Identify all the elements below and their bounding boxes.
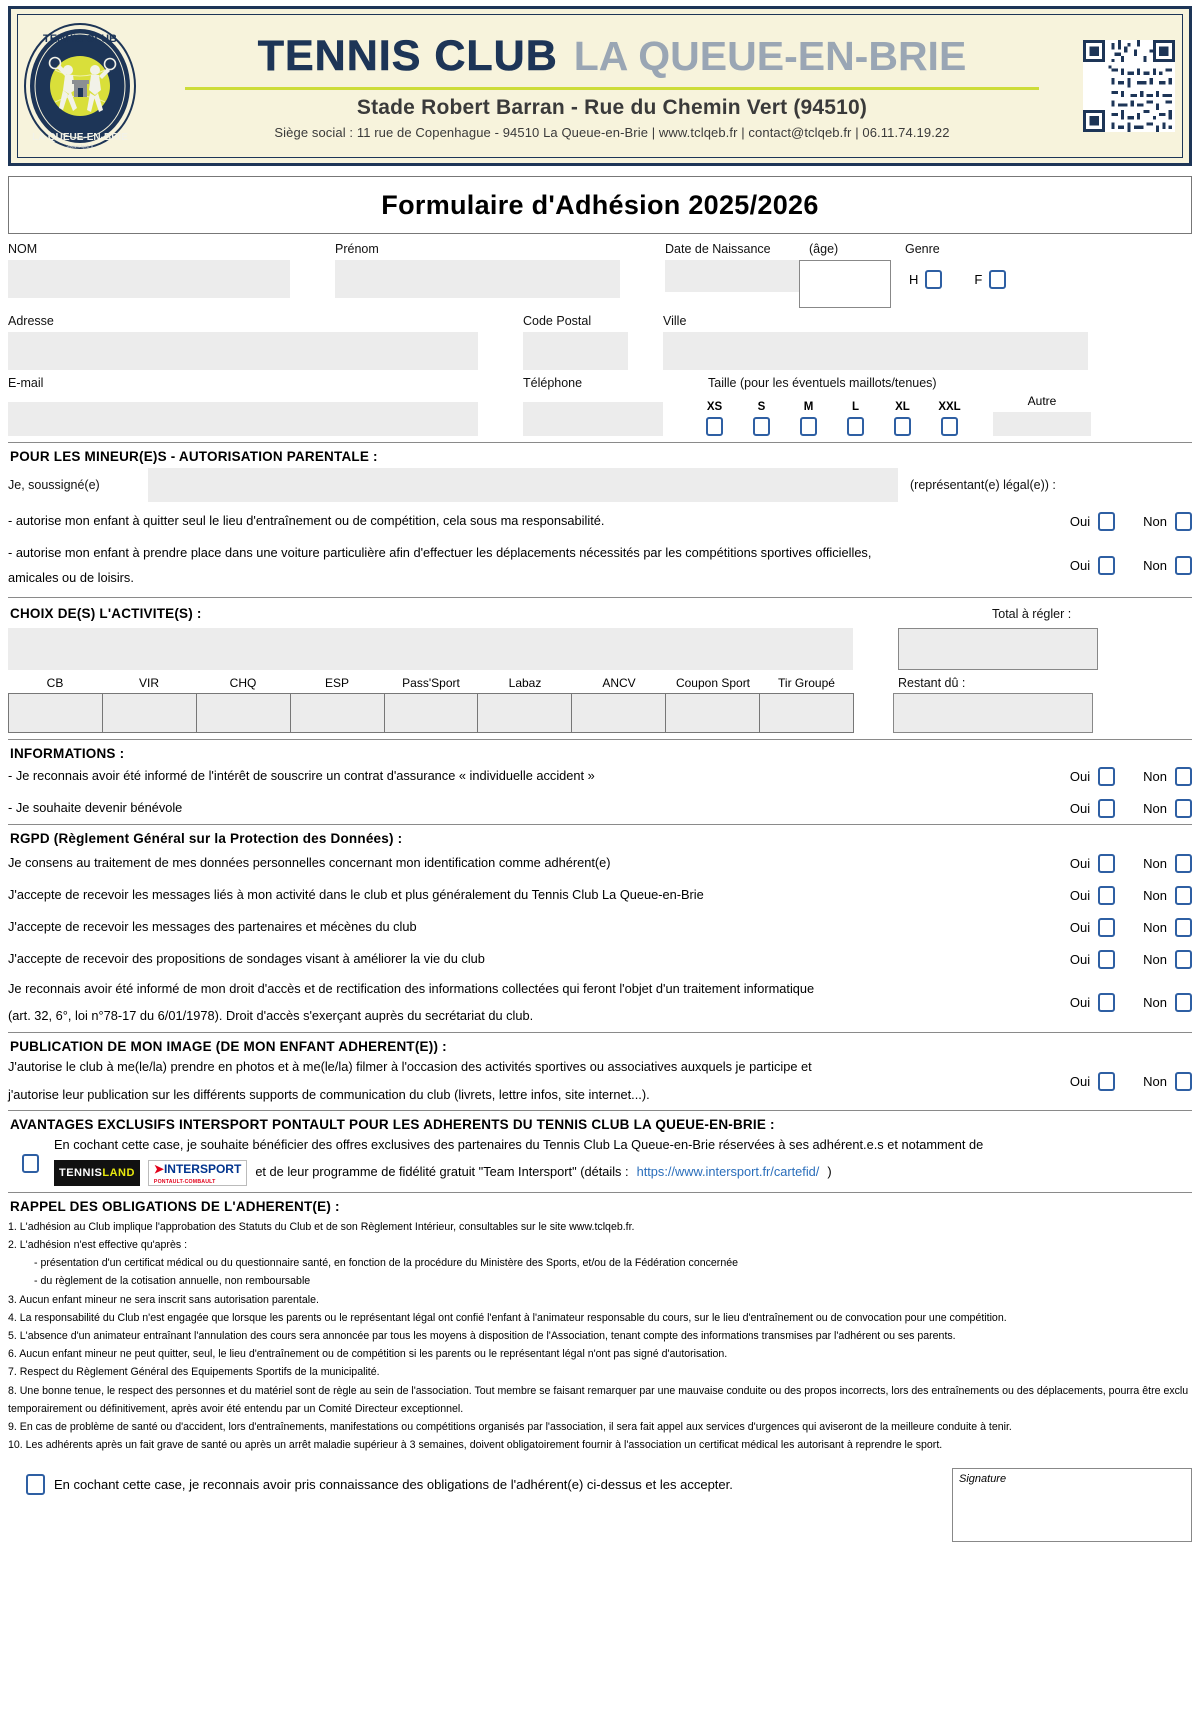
payment-method-labels (8, 676, 853, 690)
informations-item-1-yes[interactable] (1070, 767, 1115, 786)
gender-option-h[interactable] (909, 270, 942, 289)
rgpd-item-5-no[interactable] (1143, 993, 1192, 1012)
rgpd-item-1-no[interactable] (1143, 854, 1192, 873)
intersport-line1: En cochant cette case, je souhaite bénéficier des offres exclusives des partenaires du Tennis Club La Queue-en-Brie réservées à ses adhérent.e.s et notamment de (54, 1137, 984, 1153)
rgpd-item-row-1 (8, 854, 1192, 873)
oui-label: Oui (1069, 1073, 1091, 1089)
gender-group (891, 260, 1006, 289)
divider-after-intersport (8, 1192, 1192, 1193)
image-publication-line1: J'autorise le club à me(le/la) prendre en photos et à me(le/la) filmer à l'occasion des activités sportives ou associatives auxquels je participe et (8, 1059, 812, 1074)
size-option-l[interactable] (832, 401, 879, 436)
rgpd-item-4-yes[interactable] (1070, 950, 1115, 969)
oui-label: Oui (1069, 887, 1091, 903)
identity-labels-row-2 (8, 314, 1192, 328)
minors-item-row-2 (8, 541, 1192, 591)
payment-input-ancv[interactable] (571, 693, 666, 733)
image-publication-no[interactable] (1143, 1072, 1192, 1091)
birthdate-label: Date de Naissance (665, 242, 771, 256)
page-title: Formulaire d'Adhésion 2025/2026 (381, 189, 819, 220)
code-postal-label: Code Postal (523, 314, 592, 328)
divider-after-identity (8, 442, 1192, 443)
nom-input[interactable] (8, 260, 290, 298)
oui-label: Oui (1069, 558, 1091, 574)
informations-item-1-choices (1070, 767, 1192, 786)
minors-item-2-yes[interactable] (1070, 556, 1115, 575)
non-label: Non (1143, 919, 1167, 935)
club-name-main: TENNIS CLUB (257, 32, 558, 80)
identity-labels-row-1 (8, 242, 1192, 256)
size-option-xs[interactable] (691, 401, 738, 436)
oui-label: Oui (1069, 768, 1091, 784)
non-label: Non (1143, 514, 1167, 529)
code-postal-input[interactable] (523, 332, 628, 370)
email-label: E-mail (8, 376, 44, 390)
rgpd-item-1-no-checkbox[interactable] (1175, 854, 1192, 873)
club-name-city: LA QUEUE-EN-BRIE (573, 33, 967, 79)
genre-label: Genre (905, 242, 940, 256)
rgpd-item-1-yes[interactable] (1070, 854, 1115, 873)
rgpd-item-text-2: J'accepte de recevoir les messages liés à mon activité dans le club et plus généralement du Tennis Club La Queue-en-Brie (8, 887, 704, 903)
rgpd-item-3-yes[interactable] (1070, 918, 1115, 937)
size-checkbox-s[interactable] (753, 417, 770, 436)
club-header-banner (8, 6, 1192, 166)
payment-input-tir-groupe[interactable] (759, 693, 854, 733)
club-title-line (145, 32, 1079, 81)
size-other-group (993, 394, 1091, 436)
size-checkbox-xs[interactable] (706, 417, 723, 436)
intersport-section (8, 1117, 1192, 1186)
rgpd-item-text-1: Je consens au traitement de mes données personnelles concernant mon identification comme adhérent(e) (8, 855, 611, 871)
informations-item-1-yes-checkbox[interactable] (1098, 767, 1115, 786)
rgpd-item-1-choices (1070, 854, 1192, 873)
restant-label: Restant dû : (898, 675, 966, 690)
size-label-l: L (851, 401, 860, 413)
payment-header-row (8, 676, 1192, 690)
size-label-xxl: XXL (938, 401, 961, 413)
size-label-xl: XL (895, 401, 910, 413)
payment-input-cb[interactable] (8, 693, 103, 733)
minors-item-1-yes[interactable] (1070, 512, 1115, 531)
rgpd-item-text-3: J'accepte de recevoir les messages des partenaires et mécènes du club (8, 919, 417, 935)
size-label-s: S (757, 401, 766, 413)
size-option-m[interactable] (785, 401, 832, 436)
rgpd-item-5-yes-checkbox[interactable] (1098, 993, 1115, 1012)
divider-after-minors (8, 597, 1192, 598)
rgpd-item-2-yes-checkbox[interactable] (1098, 886, 1115, 905)
informations-item-1-no-checkbox[interactable] (1175, 767, 1192, 786)
rgpd-item-2-no-checkbox[interactable] (1175, 886, 1192, 905)
size-label-m: M (803, 401, 814, 413)
rgpd-item-text-5-block (8, 980, 908, 1026)
tennisland-logo-part1: TENNIS (59, 1166, 103, 1179)
banner-text-block (141, 32, 1083, 140)
telephone-input[interactable] (523, 402, 663, 436)
image-publication-choices (1070, 1072, 1192, 1091)
total-label: Total à régler : (992, 607, 1072, 622)
payment-label-ancv: ANCV (602, 675, 636, 690)
intersport-checkbox-wrap (8, 1136, 54, 1173)
image-publication-yes-checkbox[interactable] (1098, 1072, 1115, 1091)
prenom-label: Prénom (335, 242, 379, 256)
rgpd-item-row-4 (8, 950, 1192, 969)
oui-label: Oui (1069, 800, 1091, 816)
divider-after-image-publication (8, 1110, 1192, 1111)
signature-label: Signature (959, 1473, 1007, 1486)
intersport-heading: AVANTAGES EXCLUSIFS INTERSPORT PONTAULT POUR LES ADHERENTS DU TENNIS CLUB LA QUEUE-EN-BRIE : (10, 1117, 775, 1133)
intersport-logo (148, 1160, 247, 1186)
activities-heading-row (8, 604, 1192, 625)
minors-item-2-no-checkbox[interactable] (1175, 556, 1192, 575)
identity-labels-row-3 (8, 376, 1192, 390)
size-autre-label: Autre (1027, 394, 1057, 408)
activities-section (8, 604, 1192, 733)
payment-label-esp: ESP (324, 675, 349, 690)
informations-section (8, 746, 1192, 818)
obligations-list (8, 1218, 1192, 1455)
image-publication-line2: j'autorise leur publication sur les différents supports de communication du club (livrets, lettre infos, site internet...). (8, 1086, 650, 1102)
obligation-item: 6. Aucun enfant mineur ne peut quitter, seul, le lieu d'entraînement ou de compétition si les parents ou le représentant légal n'ont pas signé d'autorisation. (8, 1348, 728, 1361)
informations-item-2-yes-checkbox[interactable] (1098, 799, 1115, 818)
payment-input-passsport[interactable] (384, 693, 479, 733)
restant-input[interactable] (893, 693, 1093, 733)
minors-item-row-1 (8, 512, 1192, 531)
tennis-club-emblem-icon (21, 20, 139, 152)
size-label-xs: XS (706, 401, 723, 413)
signature-box[interactable] (952, 1468, 1192, 1542)
birthdate-input[interactable] (665, 260, 799, 292)
oui-label: Oui (1069, 855, 1091, 871)
payment-label-chq: CHQ (229, 675, 257, 690)
rgpd-item-4-no[interactable] (1143, 950, 1192, 969)
age-input[interactable] (799, 260, 891, 308)
minors-item-2-no[interactable] (1143, 556, 1192, 575)
informations-item-2-no-checkbox[interactable] (1175, 799, 1192, 818)
rgpd-item-5-yes[interactable] (1070, 993, 1115, 1012)
obligation-item: - du règlement de la cotisation annuelle, non remboursable (34, 1275, 311, 1288)
club-address-sub: Siège social : 11 rue de Copenhague - 94510 La Queue-en-Brie | www.tclqeb.fr | contact@tclqeb.fr | 06.11.74.19.22 (274, 125, 950, 140)
intersport-logo-sub: PONTAULT-COMBAULT (153, 1178, 216, 1185)
image-publication-row (8, 1058, 1192, 1104)
logo-website-label: www.tclqeb.fr (66, 144, 94, 149)
rgpd-item-row-5 (8, 980, 1192, 1026)
rgpd-item-3-choices (1070, 918, 1192, 937)
total-input[interactable] (898, 628, 1098, 670)
rgpd-heading: RGPD (Règlement Général sur la Protection des Données) : (10, 830, 403, 846)
email-input[interactable] (8, 402, 478, 436)
size-checkbox-m[interactable] (800, 417, 817, 436)
intersport-logo-arrow-icon: ➤ (153, 1161, 164, 1176)
non-label: Non (1143, 1073, 1167, 1089)
size-option-xxl[interactable] (926, 401, 973, 436)
size-checkbox-xl[interactable] (894, 417, 911, 436)
intersport-body-row (8, 1136, 1192, 1186)
gender-h-label: H (909, 272, 919, 287)
soussigne-row (8, 468, 1192, 502)
oui-label: Oui (1069, 514, 1091, 529)
obligation-item: 3. Aucun enfant mineur ne sera inscrit sans autorisation parentale. (8, 1293, 319, 1306)
image-publication-text-block (8, 1058, 908, 1104)
non-label: Non (1143, 558, 1167, 574)
informations-item-2-no[interactable] (1143, 799, 1192, 818)
size-option-s[interactable] (738, 401, 785, 436)
payment-input-esp[interactable] (290, 693, 385, 733)
soussigne-label: Je, soussigné(e) (8, 478, 100, 492)
nom-label: NOM (8, 242, 38, 256)
payment-label-cb: CB (46, 675, 64, 690)
activities-heading: CHOIX DE(S) L'ACTIVITE(S) : (10, 605, 202, 621)
size-autre-input[interactable] (993, 412, 1091, 436)
image-publication-no-checkbox[interactable] (1175, 1072, 1192, 1091)
payment-label-coupon-sport: Coupon Sport (675, 675, 751, 690)
minors-item-text-2: - autorise mon enfant à prendre place dans une voiture particulière afin d'effectuer les déplacements nécessités par les compétitions sportives officielles, amicales ou de loisirs. (8, 545, 872, 585)
size-checkbox-l[interactable] (847, 417, 864, 436)
gender-option-f[interactable] (974, 270, 1006, 289)
telephone-label: Téléphone (523, 376, 583, 390)
informations-item-text-2: - Je souhaite devenir bénévole (8, 800, 183, 816)
intersport-optin-checkbox[interactable] (22, 1154, 39, 1173)
payment-amount-inputs (8, 693, 853, 733)
obligation-item: 8. Une bonne tenue, le respect des personnes et du matériel sont de règle au sein de l'association. Tout membre se faisant remarquer par une mauvaise conduite ou des propos incorrects, lors des entraînements ou des déplacements, pourra être exclu temporairement ou définitivement, après avoir été entendu par un Comité Directeur exceptionnel. (8, 1384, 1189, 1415)
rgpd-item-row-3 (8, 918, 1192, 937)
club-logo (19, 16, 141, 156)
minors-section (8, 449, 1192, 591)
divider-after-activities (8, 739, 1192, 740)
non-label: Non (1143, 951, 1167, 967)
oui-label: Oui (1069, 995, 1091, 1011)
oui-label: Oui (1069, 951, 1091, 967)
acknowledge-checkbox[interactable] (26, 1474, 45, 1495)
club-address-main: Stade Robert Barran - Rue du Chemin Vert (94510) (356, 96, 868, 119)
age-label: (âge) (809, 242, 839, 256)
payment-input-labaz[interactable] (477, 693, 572, 733)
rgpd-item-2-choices (1070, 886, 1192, 905)
informations-item-1-no[interactable] (1143, 767, 1192, 786)
obligation-item: 5. L'absence d'un animateur entraînant l'annulation des cours sera annoncée par tous les moyens à disposition de l'Association, tenant compte des informations transmises par l'adhérent ou ses parents. (8, 1329, 956, 1342)
ville-label: Ville (663, 314, 687, 328)
prenom-input[interactable] (335, 260, 620, 298)
logo-top-label: TENNIS CLUB (43, 33, 117, 45)
payment-label-tir-groupe: Tir Groupé (778, 675, 835, 690)
intersport-text-block (54, 1136, 1192, 1186)
identity-fields-row-2 (8, 332, 1192, 370)
rgpd-item-3-no-checkbox[interactable] (1175, 918, 1192, 937)
obligations-section (8, 1199, 1192, 1455)
acknowledge-text: En cochant cette case, je reconnais avoir pris connaissance des obligations de l'adhérent(e) ci-dessus et les accepter. (54, 1477, 733, 1493)
logo-bottom-label: LA QUEUE-EN-BRIE (32, 132, 128, 143)
payment-label-passsport: Pass'Sport (402, 675, 460, 690)
minors-heading: POUR LES MINEUR(E)S - AUTORISATION PARENTALE : (10, 449, 378, 464)
obligations-heading: RAPPEL DES OBLIGATIONS DE L'ADHERENT(E) : (10, 1198, 340, 1214)
obligation-item: 4. La responsabilité du Club n'est engagée que lorsque les parents ou le représentant légal ont confié l'enfant à l'animateur responsable du cours, sur le lieu d'entraînement ou de convocation pour une compétition. (8, 1311, 1007, 1324)
activities-input[interactable] (8, 628, 853, 670)
rgpd-item-4-yes-checkbox[interactable] (1098, 950, 1115, 969)
rgpd-item-text-4: J'accepte de recevoir des propositions de sondages visant à améliorer la vie du club (8, 951, 485, 967)
rgpd-item-2-yes[interactable] (1070, 886, 1115, 905)
non-label: Non (1143, 800, 1167, 816)
minors-item-1-yes-checkbox[interactable] (1098, 512, 1115, 531)
minors-item-2-choices (1070, 556, 1192, 575)
rgpd-item-text-5-line1: Je reconnais avoir été informé de mon droit d'accès et de rectification des informations collectées qui feront l'objet d'un traitement informatique (8, 980, 815, 996)
non-label: Non (1143, 887, 1167, 903)
payment-input-vir[interactable] (102, 693, 197, 733)
minors-item-1-no[interactable] (1143, 512, 1192, 531)
obligation-item: - présentation d'un certificat médical ou du questionnaire santé, en fonction de la procédure du Ministère des Sports, et/ou de la Fédération concernée (34, 1257, 738, 1270)
informations-item-text-1: - Je reconnais avoir été informé de l'intérêt de souscrire un contrat d'assurance « individuelle accident » (8, 768, 595, 784)
adresse-label: Adresse (8, 314, 54, 328)
intersport-logo-text: INTERSPORT (163, 1161, 242, 1176)
image-publication-yes[interactable] (1070, 1072, 1115, 1091)
gender-f-label: F (974, 272, 983, 287)
gender-f-checkbox[interactable] (989, 270, 1006, 289)
form-title-box (8, 176, 1192, 234)
minors-item-text-1: - autorise mon enfant à quitter seul le lieu d'entraînement ou de compétition, cela sous ma responsabilité. (8, 513, 605, 529)
adresse-input[interactable] (8, 332, 478, 370)
rgpd-item-1-yes-checkbox[interactable] (1098, 854, 1115, 873)
rgpd-item-4-no-checkbox[interactable] (1175, 950, 1192, 969)
payment-cells-row (8, 693, 1192, 733)
identity-fields-row-1 (8, 260, 1192, 308)
tennisland-logo-part2: LAND (102, 1166, 135, 1179)
minors-item-2-yes-checkbox[interactable] (1098, 556, 1115, 575)
identity-section (8, 242, 1192, 436)
obligation-item: 7. Respect du Règlement Général des Equipements Sportifs de la municipalité. (8, 1366, 380, 1379)
banner-divider (185, 87, 1039, 90)
activities-fields-row (8, 628, 1192, 670)
size-checkbox-xxl[interactable] (941, 417, 958, 436)
size-option-xl[interactable] (879, 401, 926, 436)
intersport-logos-row (54, 1160, 1192, 1186)
taille-label: Taille (pour les éventuels maillots/tenues) (708, 376, 937, 390)
payment-input-coupon-sport[interactable] (665, 693, 760, 733)
rgpd-item-3-no[interactable] (1143, 918, 1192, 937)
divider-after-rgpd (8, 1032, 1192, 1033)
informations-heading: INFORMATIONS : (10, 745, 125, 761)
representant-legal-label: (représentant(e) légal(e)) : (910, 478, 1056, 492)
minors-item-1-choices (1070, 512, 1192, 531)
payment-label-labaz: Labaz (508, 675, 542, 690)
non-label: Non (1143, 768, 1167, 784)
image-publication-section (8, 1039, 1192, 1104)
informations-item-2-yes[interactable] (1070, 799, 1115, 818)
rgpd-item-3-yes-checkbox[interactable] (1098, 918, 1115, 937)
intersport-line2-before: et de leur programme de fidélité gratuit "Team Intersport" (détails : (255, 1164, 629, 1180)
oui-label: Oui (1069, 919, 1091, 935)
rgpd-section (8, 831, 1192, 1026)
ville-input[interactable] (663, 332, 1088, 370)
rgpd-item-5-choices (1070, 993, 1192, 1012)
obligation-item: 10. Les adhérents après un fait grave de santé ou après un arrêt maladie supérieur à 3 semaines, doivent obligatoirement fournir à l'association un certificat médical les autorisant à reprendre le sport. (8, 1439, 943, 1452)
payment-input-chq[interactable] (196, 693, 291, 733)
rgpd-item-5-no-checkbox[interactable] (1175, 993, 1192, 1012)
rgpd-item-2-no[interactable] (1143, 886, 1192, 905)
intersport-link[interactable]: https://www.intersport.fr/cartefid/ (636, 1164, 820, 1180)
intersport-line2-after: ) (827, 1164, 832, 1180)
non-label: Non (1143, 995, 1167, 1011)
non-label: Non (1143, 855, 1167, 871)
informations-item-2-choices (1070, 799, 1192, 818)
rgpd-item-row-2 (8, 886, 1192, 905)
identity-fields-row-3 (8, 394, 1192, 436)
informations-item-row-1 (8, 767, 1192, 786)
obligation-item: 2. L'adhésion n'est effective qu'après : (8, 1238, 188, 1251)
rgpd-item-4-choices (1070, 950, 1192, 969)
payment-label-vir: VIR (138, 675, 159, 690)
gender-h-checkbox[interactable] (925, 270, 942, 289)
soussigne-input[interactable] (148, 468, 898, 502)
tennisland-logo (54, 1160, 140, 1186)
divider-after-informations (8, 824, 1192, 825)
qr-code-icon (1083, 40, 1175, 132)
minors-item-1-no-checkbox[interactable] (1175, 512, 1192, 531)
acknowledge-checkbox-wrap (8, 1468, 54, 1495)
size-checkbox-group (691, 394, 1091, 436)
obligation-item: 9. En cas de problème de santé ou d'accident, lors d'entraînements, manifestations ou compétitions organisés par l'association, il sera fait appel aux services d'urgences qui aviseront de la meilleure conduite à tenir. (8, 1421, 1012, 1434)
informations-item-row-2 (8, 799, 1192, 818)
footer-section (8, 1468, 1192, 1542)
obligation-item: 1. L'adhésion au Club implique l'approbation des Statuts du Club et de son Règlement Intérieur, consultables sur le site www.tclqeb.fr. (8, 1220, 635, 1233)
image-publication-heading: PUBLICATION DE MON IMAGE (DE MON ENFANT ADHERENT(E)) : (10, 1039, 447, 1054)
rgpd-item-text-5-line2: (art. 32, 6°, loi n°78-17 du 6/01/1978). Droit d'accès s'exerçant auprès du secrétariat du club. (8, 1008, 534, 1024)
